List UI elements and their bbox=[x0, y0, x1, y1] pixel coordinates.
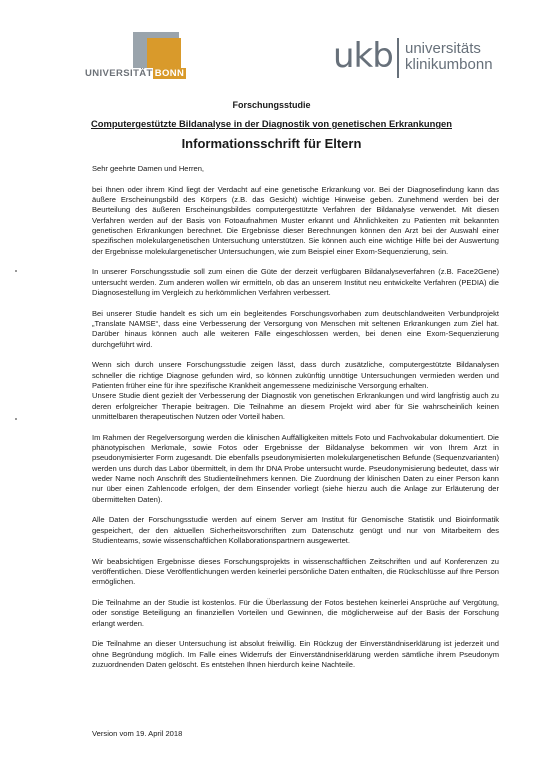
paragraph-cost: Die Teilnahme an der Studie ist kostenlos. Für die Überlassung der Fotos bestehen keinerlei Ansprüche auf Vergütung, oder sonstige Beteiligung an finanziellen Vorteilen und Gewinnen, die möglicherweise auf der Basis der Forschung erlangt werden. bbox=[92, 598, 499, 628]
paragraph-therapy: Unsere Studie dient gezielt der Verbesserung der Diagnostik von genetischen Erkrankungen und wird langfristig auch zu deren erfolgreicher Therapie beitragen. Die Teilnahme an diesem Projekt wird aber für Sie wahrscheinlich keinen unmittelbaren therapeutischen Nutzen oder Vorteil haben. bbox=[92, 391, 499, 422]
paragraph-benefit: Wenn sich durch unsere Forschungsstudie zeigen lässt, dass durch zusätzliche, computergestützte Bildanalysen schneller die richtige Diagnose gefunden wird, so können zukünftig unnötige Untersuchungen vermieden werden und Patienten früher eine für ihre spezifische Krankheit angemessene medizinische Versorgung erhalten. bbox=[92, 360, 499, 391]
document-body bbox=[92, 164, 499, 681]
study-label: Forschungsstudie bbox=[232, 100, 311, 110]
paragraph-intro: bei Ihnen oder ihrem Kind liegt der Verdacht auf eine genetische Erkrankung vor. Bei der Diagnosefindung kann das äußere Erscheinungsbild des Körpers (z.B. das Gesicht) wichtige Hinweise geben. Zunehmend werden bei der Beurteilung des äußeren Erscheinungsbildes computergestützte Verfahren der Bildanalyse verwendet. Mit diesen Verfahren werden auf der Basis von Fotoaufnahmen Muster erkannt und Ähnlichkeiten zu Patienten mit bekannten genetischen Erkrankungen berechnet. Die Ergebnisse dieser Berechnungen können den Arzt bei der Auswahl einer spezifischen molekulargenetischen Untersuchung unterstützen. Sie können auch eine wichtige Hilfe bei der Auswertung der Ergebnisse molekulargenetischer Untersuchungen, wie zum Beispiel einer Exom-Sequenzierung, sein. bbox=[92, 184, 499, 256]
universitaet-bonn-logo bbox=[85, 32, 195, 82]
paragraph-data-storage: Alle Daten der Forschungsstudie werden auf einem Server am Institut für Genomische Statistik und Bioinformatik gespeichert, der den aktuellen Sicherheitsvorschriften zum Datenschutz genügt und nur von Mitarbeitern des Studienteams, sowie wissenschaftlichen Kollaborationspartnern ausgewertet. bbox=[92, 515, 499, 546]
paragraph-voluntary: Die Teilnahme an dieser Untersuchung ist absolut freiwillig. Ein Rückzug der Einverständniserklärung ist jederzeit und ohne Begründung möglich. Im Falle eines Widerrufs der Einverständniserklärung werden sämtliche ihrem Pseudonym zuzuordnenden Daten gelöscht. Es entstehen Ihnen hierdurch keine Nachteile. bbox=[92, 639, 499, 670]
version-date: Version vom 19. April 2018 bbox=[92, 729, 183, 738]
paragraph-publication: Wir beabsichtigen Ergebnisse dieses Forschungsprojekts in wissenschaftlichen Zeitschriften und auf Konferenzen zu veröffentlichen. Diese Veröffentlichungen werden keinerlei persönliche Daten enthalten, die Rückschlüsse auf Ihre Person ermöglichen. bbox=[92, 556, 499, 587]
ukb-logo-divider bbox=[397, 38, 399, 78]
scan-mark bbox=[15, 418, 17, 420]
logo-wordmark-highlight: BONN bbox=[154, 68, 185, 79]
document-title: Informationsschrift für Eltern bbox=[181, 136, 362, 151]
paragraph-namse: Bei unserer Studie handelt es sich um ein begleitendes Forschungsvorhaben zum deutschlandweiten Verbundprojekt „Translate NAMSE“, dass eine Verbesserung der Versorgung von Menschen mit seltenen Erkrankungen zum Ziel hat. Darüber hinaus können auch alle weiteren Fälle eingeschlossen werden, bei denen eine Exom-Sequenzierung durchgeführt wird. bbox=[92, 308, 499, 349]
ukb-logo-line2: klinikumbonn bbox=[405, 56, 493, 73]
ukb-logo-line1: universitäts bbox=[405, 40, 481, 57]
ukb-logo bbox=[333, 34, 513, 80]
paragraph-study-goal: In unserer Forschungsstudie soll zum einen die Güte der derzeit verfügbaren Bildanalyseverfahren (z.B. Face2Gene) untersucht werden. Zum anderen wollen wir ermitteln, ob das an unserem Institut neu entwickelte Verfahren (PEDIA) die Diagnosestellung im Vergleich zu herkömmlichen Verfahren verbessert. bbox=[92, 267, 499, 298]
salutation: Sehr geehrte Damen und Herren, bbox=[92, 164, 205, 173]
logo-wordmark bbox=[85, 68, 195, 82]
paragraph-pseudonymisation: Im Rahmen der Regelversorgung werden die klinischen Auffälligkeiten mittels Foto und Fachvokabular dokumentiert. Die phänotypischen Merkmale, sowie Fotos oder Ergebnisse der Bildanalyse bekommen wir von Ihrem Arzt in pseudonymisierter Form zugesandt. Die ebenfalls pseudonymisierten molekulargenetischen Befunde (Sequenzvarianten) werden uns durch das Labor übermittelt, in dem Ihr DNA Probe untersucht wurde. Pseudonymisierung bedeutet, dass wir weder Name noch Anschrift des Studienteilnehmers kennen. Die Zuordnung der klinischen Daten zu einer Person kann nur über einen Zahlencode erfolgen, der dem Einsender vorliegt (siehe hierzu auch die Anlage zur Erläuterung der übermittelten Daten). bbox=[92, 432, 499, 504]
study-title: Computergestützte Bildanalyse in der Diagnostik von genetischen Erkrankungen bbox=[90, 118, 452, 129]
ukb-logo-mark: ukb bbox=[333, 36, 393, 76]
logo-square-orange bbox=[147, 38, 181, 72]
scan-mark bbox=[15, 270, 17, 272]
logo-wordmark-prefix: UNIVERSITÄT bbox=[85, 68, 153, 79]
